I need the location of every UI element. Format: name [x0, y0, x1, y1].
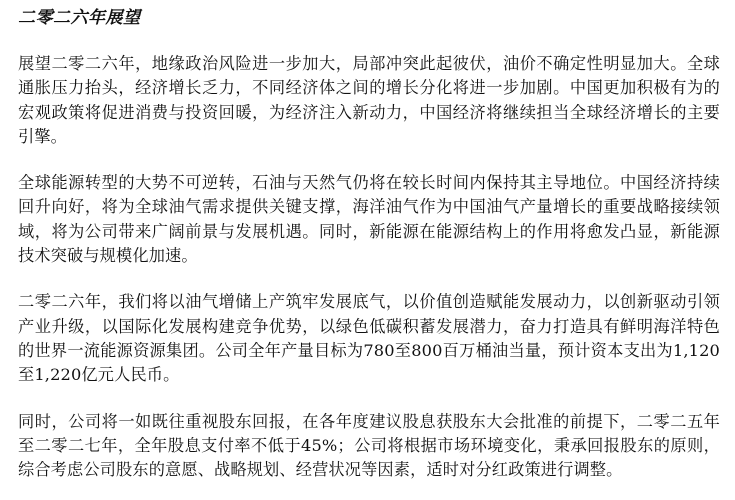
paragraph-shareholder-returns: 同时，公司将一如既往重视股东回报，在各年度建议股息获股东大会批准的前提下，二零二五年至二零二七年，全年股息支付率不低于45%；公司将根据市场环境变化，秉承回报股东的原则，综合考虑公司股东的意愿、战略规划、经营状况等因素，适时对分红政策进行调整。	[18, 411, 720, 480]
paragraph-strategy-targets: 二零二六年，我们将以油气增储上产筑牢发展底气，以价值创造赋能发展动力，以创新驱动引领产业升级，以国际化发展构建竞争优势，以绿色低碳积蓄发展潜力，奋力打造具有鲜明海洋特色的世界一流能源资源集团。公司全年产量目标为780至800百万桶油当量，预计资本支出为1,120至1,220亿元人民币。	[18, 292, 720, 385]
paragraph-outlook: 展望二零二六年，地缘政治风险进一步加大，局部冲突此起彼伏，油价不确定性明显加大。全球通胀压力抬头，经济增长乏力，不同经济体之间的增长分化将进一步加剧。中国更加积极有为的宏观政策将促进消费与投资回暖，为经济注入新动力，中国经济将继续担当全球经济增长的主要引擎。	[18, 54, 720, 146]
paragraph-energy-transition: 全球能源转型的大势不可逆转，石油与天然气仍将在较长时间内保持其主导地位。中国经济持续回升向好，将为全球油气需求提供关键支撑，海洋油气作为中国油气产量增长的重要战略接续领域，将为公司带来广阔前景与发展机遇。同时，新能源在能源结构上的作用将愈发凸显，新能源技术突破与规模化加速。	[18, 173, 720, 266]
section-heading: 二零二六年展望	[18, 8, 141, 28]
document-page	[18, 6, 720, 482]
